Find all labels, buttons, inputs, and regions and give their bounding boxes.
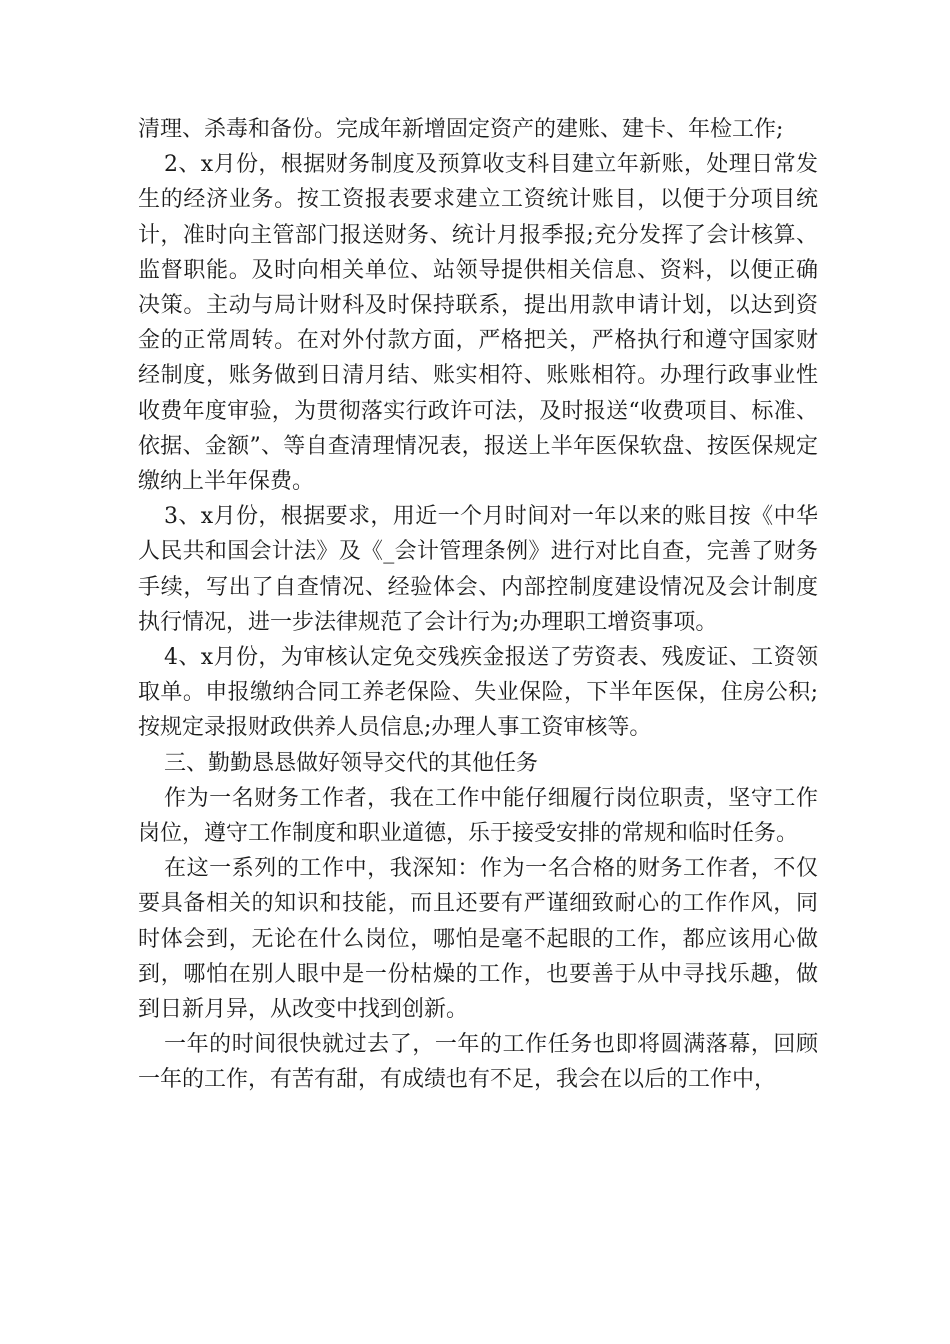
paragraph-reflection: 在这一系列的工作中，我深知：作为一名合格的财务工作者，不仅要具备相关的知识和技能，而且还要有严谨细致耐心的工作作风，同时体会到，无论在什么岗位，哪怕是毫不起眼的工作，都应该用心做到，哪怕在别人眼中是一份枯燥的工作，也要善于从中寻找乐趣，做到日新月异，从改变中找到创新。: [138, 856, 818, 1023]
paragraph-item-4: 4、x月份，为审核认定免交残疾金报送了劳资表、残废证、工资领取单。申报缴纳合同工养老保险、失业保险，下半年医保，住房公积;按规定录报财政供养人员信息;办理人事工资审核等。: [138, 645, 818, 741]
paragraph-continuation: 清理、杀毒和备份。完成年新增固定资产的建账、建卡、年检工作;: [138, 117, 784, 142]
paragraph-closing: 一年的时间很快就过去了，一年的工作任务也即将圆满落幕，回顾一年的工作，有苦有甜，有成绩也有不足，我会在以后的工作中，: [138, 1032, 818, 1093]
document-body: [138, 112, 818, 1098]
paragraph-item-2: 2、x月份，根据财务制度及预算收支科目建立年新账，处理日常发生的经济业务。按工资报表要求建立工资统计账目，以便于分项目统计，准时向主管部门报送财务、统计月报季报;充分发挥了会计核算、监督职能。及时向相关单位、站领导提供相关信息、资料，以便正确决策。主动与局计财科及时保持联系，提出用款申请计划，以达到资金的正常周转。在对外付款方面，严格把关，严格执行和遵守国家财经制度，账务做到日清月结、账实相符、账账相符。办理行政事业性收费年度审验，为贯彻落实行政许可法，及时报送“收费项目、标准、依据、金额”、等自查清理情况表，报送上半年医保软盘、按医保规定缴纳上半年保费。: [138, 152, 818, 495]
section-heading: 三、勤勤恳恳做好领导交代的其他任务: [164, 750, 539, 776]
paragraph-item-3: 3、x月份，根据要求，用近一个月时间对一年以来的账目按《中华人民共和国会计法》及《_会计管理条例》进行对比自查，完善了财务手续，写出了自查情况、经验体会、内部控制度建设情况及会计制度执行情况，进一步法律规范了会计行为;办理职工增资事项。: [138, 504, 818, 635]
paragraph-duty: 作为一名财务工作者，我在工作中能仔细履行岗位职责，坚守工作岗位，遵守工作制度和职业道德，乐于接受安排的常规和临时任务。: [138, 785, 818, 847]
